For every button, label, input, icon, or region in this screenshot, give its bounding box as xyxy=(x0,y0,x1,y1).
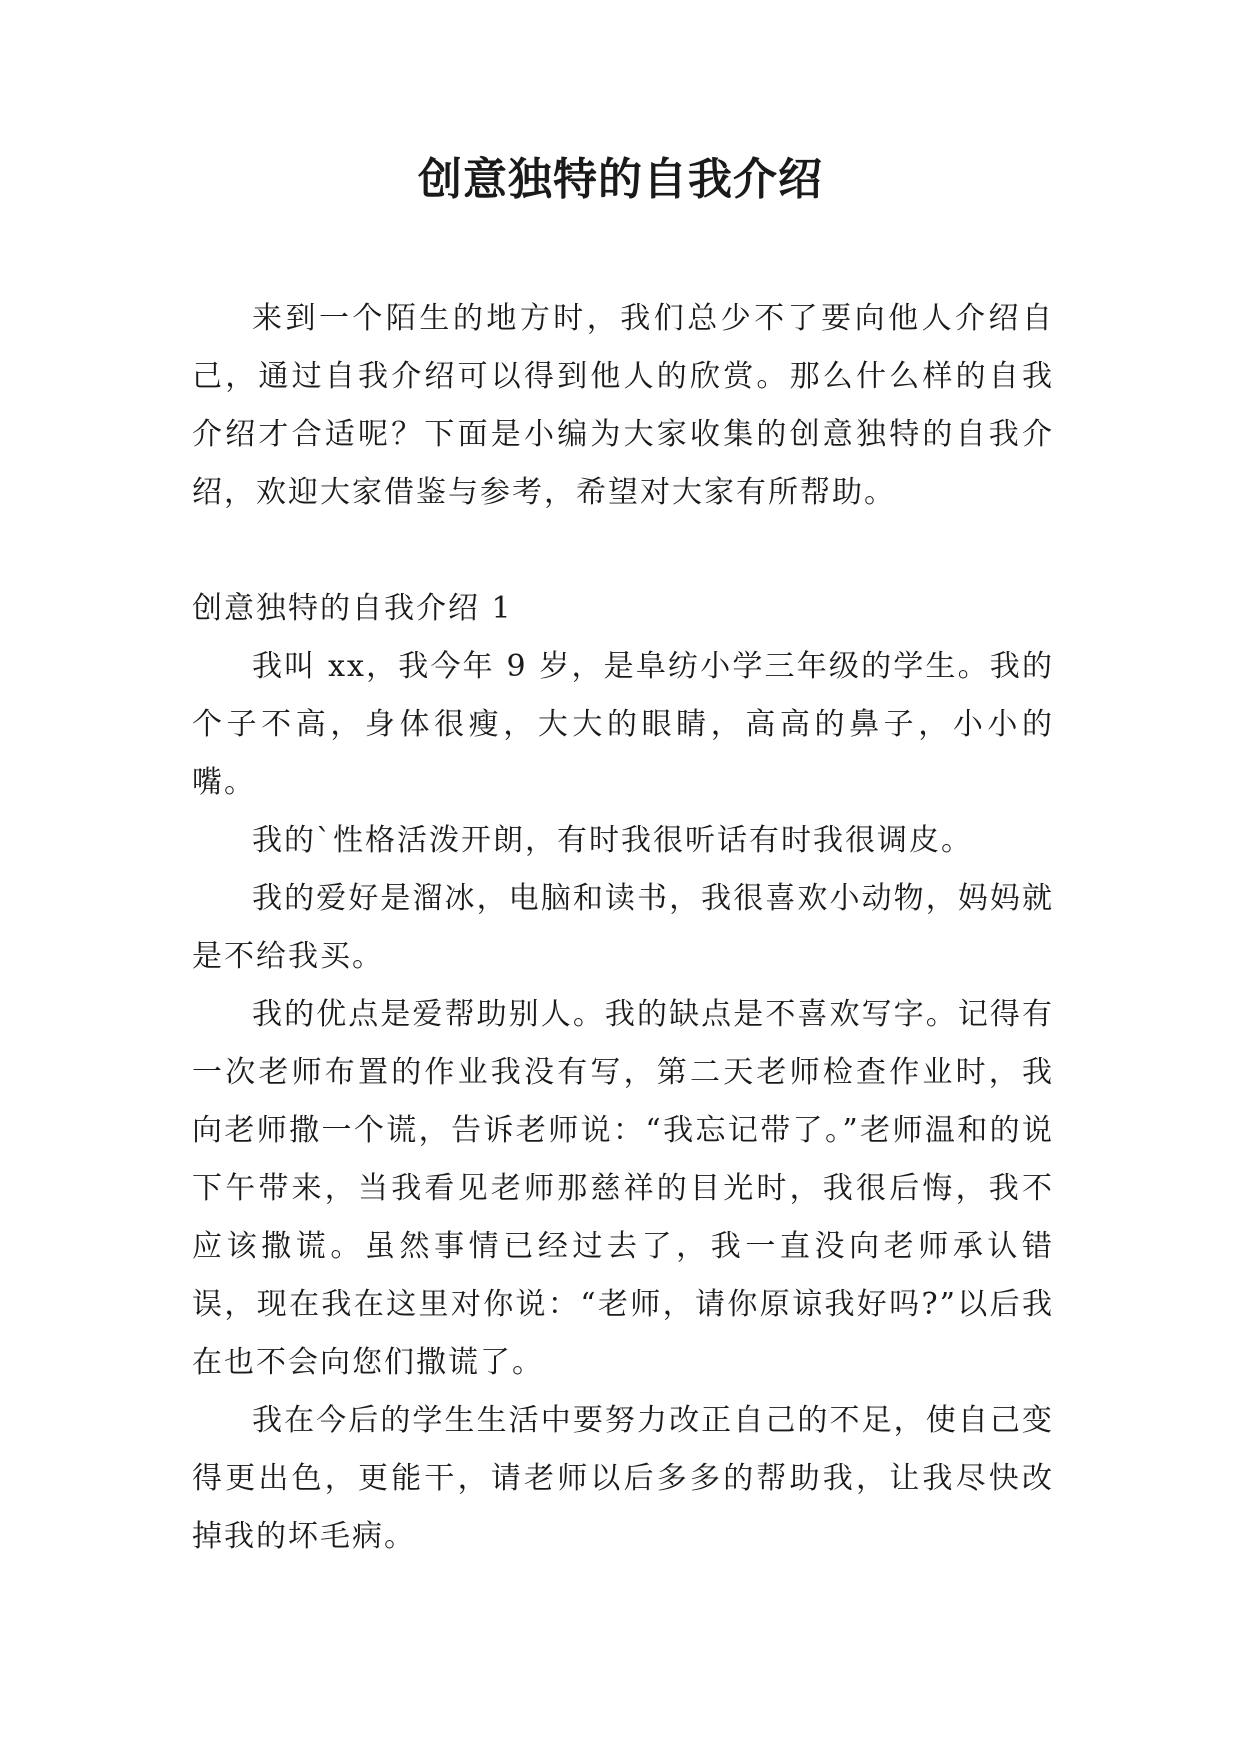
body-paragraph-5: 我在今后的学生生活中要努力改正自己的不足，使自己变得更出色，更能干，请老师以后多多的帮助我，让我尽快改掉我的坏毛病。 xyxy=(192,1403,1054,1554)
intro-paragraph: 来到一个陌生的地方时，我们总少不了要向他人介绍自己，通过自我介绍可以得到他人的欣赏。那么什么样的自我介绍才合适呢？下面是小编为大家收集的创意独特的自我介绍，欢迎大家借鉴与参考，希望对大家有所帮助。 xyxy=(192,301,1054,510)
body-paragraph-4: 我的优点是爱帮助别人。我的缺点是不喜欢写字。记得有一次老师布置的作业我没有写，第二天老师检查作业时，我向老师撒一个谎，告诉老师说：“我忘记带了。”老师温和的说下午带来，当我看见老师那慈祥的目光时，我很后悔，我不应该撒谎。虽然事情已经过去了，我一直没向老师承认错误，现在我在这里对你说：“老师，请你原谅我好吗?”以后我在也不会向您们撒谎了。 xyxy=(192,997,1054,1380)
document-title: 创意独特的自我介绍 xyxy=(418,154,823,205)
body-paragraph-2: 我的`性格活泼开朗，有时我很听话有时我很调皮。 xyxy=(252,823,973,858)
section-heading: 创意独特的自我介绍 1 xyxy=(192,591,513,626)
body-paragraph-3: 我的爱好是溜冰，电脑和读书，我很喜欢小动物，妈妈就是不给我买。 xyxy=(192,881,1054,974)
document-body xyxy=(192,290,1054,1566)
body-paragraph-1: 我叫 xx，我今年 9 岁，是阜纺小学三年级的学生。我的个子不高，身体很瘦，大大的眼睛，高高的鼻子，小小的嘴。 xyxy=(192,649,1054,800)
